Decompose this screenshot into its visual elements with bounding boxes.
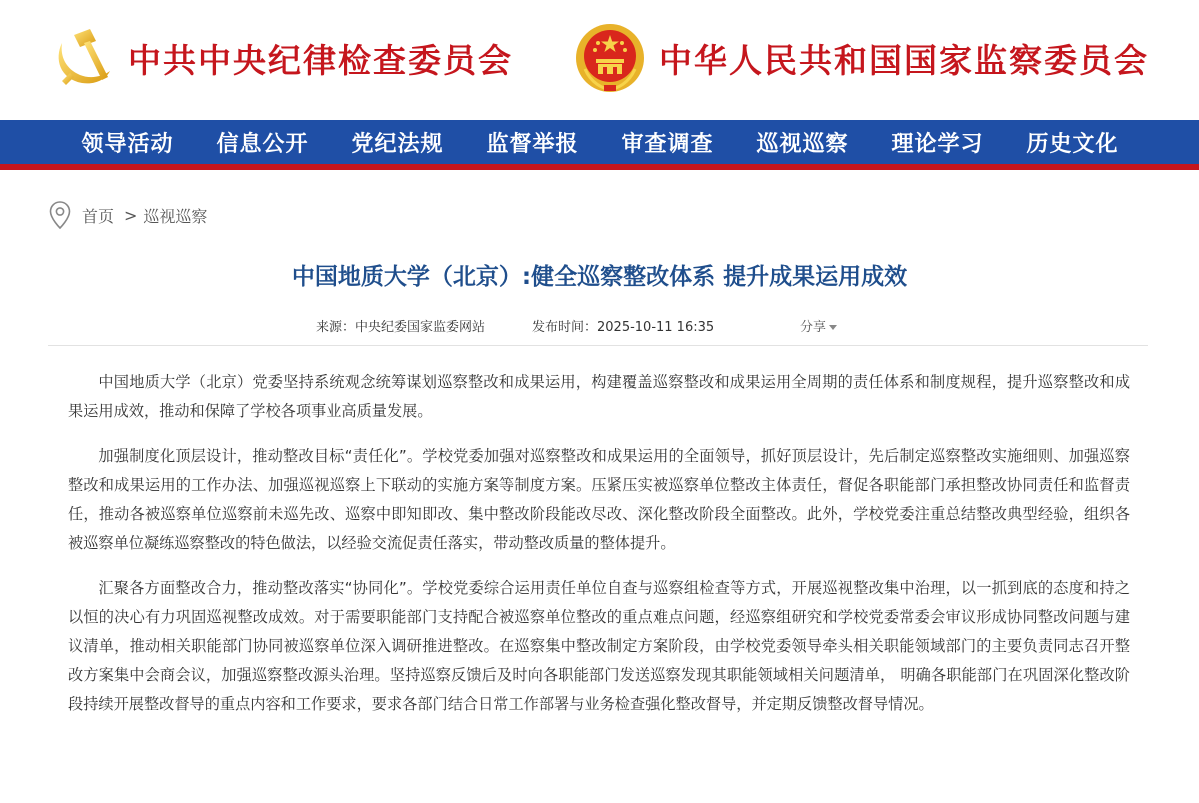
nav-item-leadership[interactable]: 领导活动 [81, 130, 174, 157]
nsc-logo[interactable] [573, 18, 1149, 98]
hammer-sickle-icon [50, 25, 116, 91]
breadcrumb [48, 200, 207, 230]
article-title: 中国地质大学（北京）:健全巡察整改体系 提升成果运用成效 [291, 264, 908, 290]
article-paragraph: 汇聚各方面整改合力，推动整改落实“协同化”。学校党委综合运用责任单位自查与巡察组检查等方式，开展巡视整改集中治理，以一抓到底的态度和持之以恒的决心有力巩固巡视整改成效。对于需要职能部门支持配合被巡察单位整改的重点难点问题，经巡察组研究和学校党委常委会审议形成协同整改问题与建议清单，推动相关职能部门协同被巡察单位深入调研推进整改。在巡察集中整改制定方案阶段，由学校党委领导牵头相关职能领域部门的主要负责同志召开整改方案集中会商会议，加强巡察整改源头治理。坚持巡察反馈后及时向各职能部门发送巡察发现其职能领域相关问题清单， 明确各职能部门在巩固深化整改阶段持续开展整改督导的重点内容和工作要求，要求各部门结合日常工作部署与业务检查强化整改督导，并定期反馈整改督导情况。 [68, 579, 1130, 713]
nav-item-report[interactable]: 监督举报 [486, 130, 579, 157]
article-meta [0, 316, 1199, 336]
nav-accent-bar [0, 164, 1199, 170]
breadcrumb-current[interactable]: 巡视巡察 [143, 206, 208, 226]
location-pin-icon [48, 200, 72, 230]
breadcrumb-home[interactable]: 首页 [82, 206, 115, 226]
nav-item-inspection[interactable]: 巡视巡察 [756, 130, 849, 157]
nsc-name: 中华人民共和国国家监察委员会 [659, 40, 1149, 80]
meta-divider [48, 345, 1148, 346]
national-emblem-icon [573, 21, 647, 95]
site-header [0, 0, 1199, 120]
nav-item-investigation[interactable]: 审查调查 [621, 130, 714, 157]
article-body [68, 368, 1130, 735]
ccdi-name: 中共中央纪律检查委员会 [128, 40, 513, 80]
nav-item-regulations[interactable]: 党纪法规 [351, 130, 444, 157]
breadcrumb-separator: > [124, 205, 138, 225]
nav-item-theory[interactable]: 理论学习 [891, 130, 984, 157]
ccdi-logo[interactable] [50, 22, 513, 94]
share-button[interactable] [800, 316, 837, 335]
article-source: 来源：中央纪委国家监委网站 [316, 320, 486, 335]
chevron-down-icon [829, 325, 837, 330]
main-nav [0, 120, 1199, 164]
article-paragraph: 加强制度化顶层设计，推动整改目标“责任化”。学校党委加强对巡察整改和成果运用的全面领导，抓好顶层设计，先后制定巡察整改实施细则、加强巡察整改和成果运用的工作办法、加强巡视巡察上下联动的实施方案等制度方案。压紧压实被巡察单位整改主体责任，督促各职能部门承担整改协同责任和监督责任，推动各被巡察单位巡察前未巡先改、巡察中即知即改、集中整改阶段能改尽改、深化整改阶段全面整改。此外，学校党委注重总结整改典型经验，组织各被巡察单位凝练巡察整改的特色做法，以经验交流促责任落实，带动整改质量的整体提升。 [68, 447, 1130, 552]
share-label: 分享 [800, 320, 827, 335]
nav-item-history[interactable]: 历史文化 [1026, 130, 1119, 157]
article-publish-time: 发布时间：2025-10-11 16:35 [532, 320, 715, 335]
nav-item-info[interactable]: 信息公开 [216, 130, 309, 157]
article-paragraph: 中国地质大学（北京）党委坚持系统观念统筹谋划巡察整改和成果运用，构建覆盖巡察整改和成果运用全周期的责任体系和制度规程，提升巡察整改和成果运用成效，推动和保障了学校各项事业高质量发展。 [68, 373, 1130, 420]
